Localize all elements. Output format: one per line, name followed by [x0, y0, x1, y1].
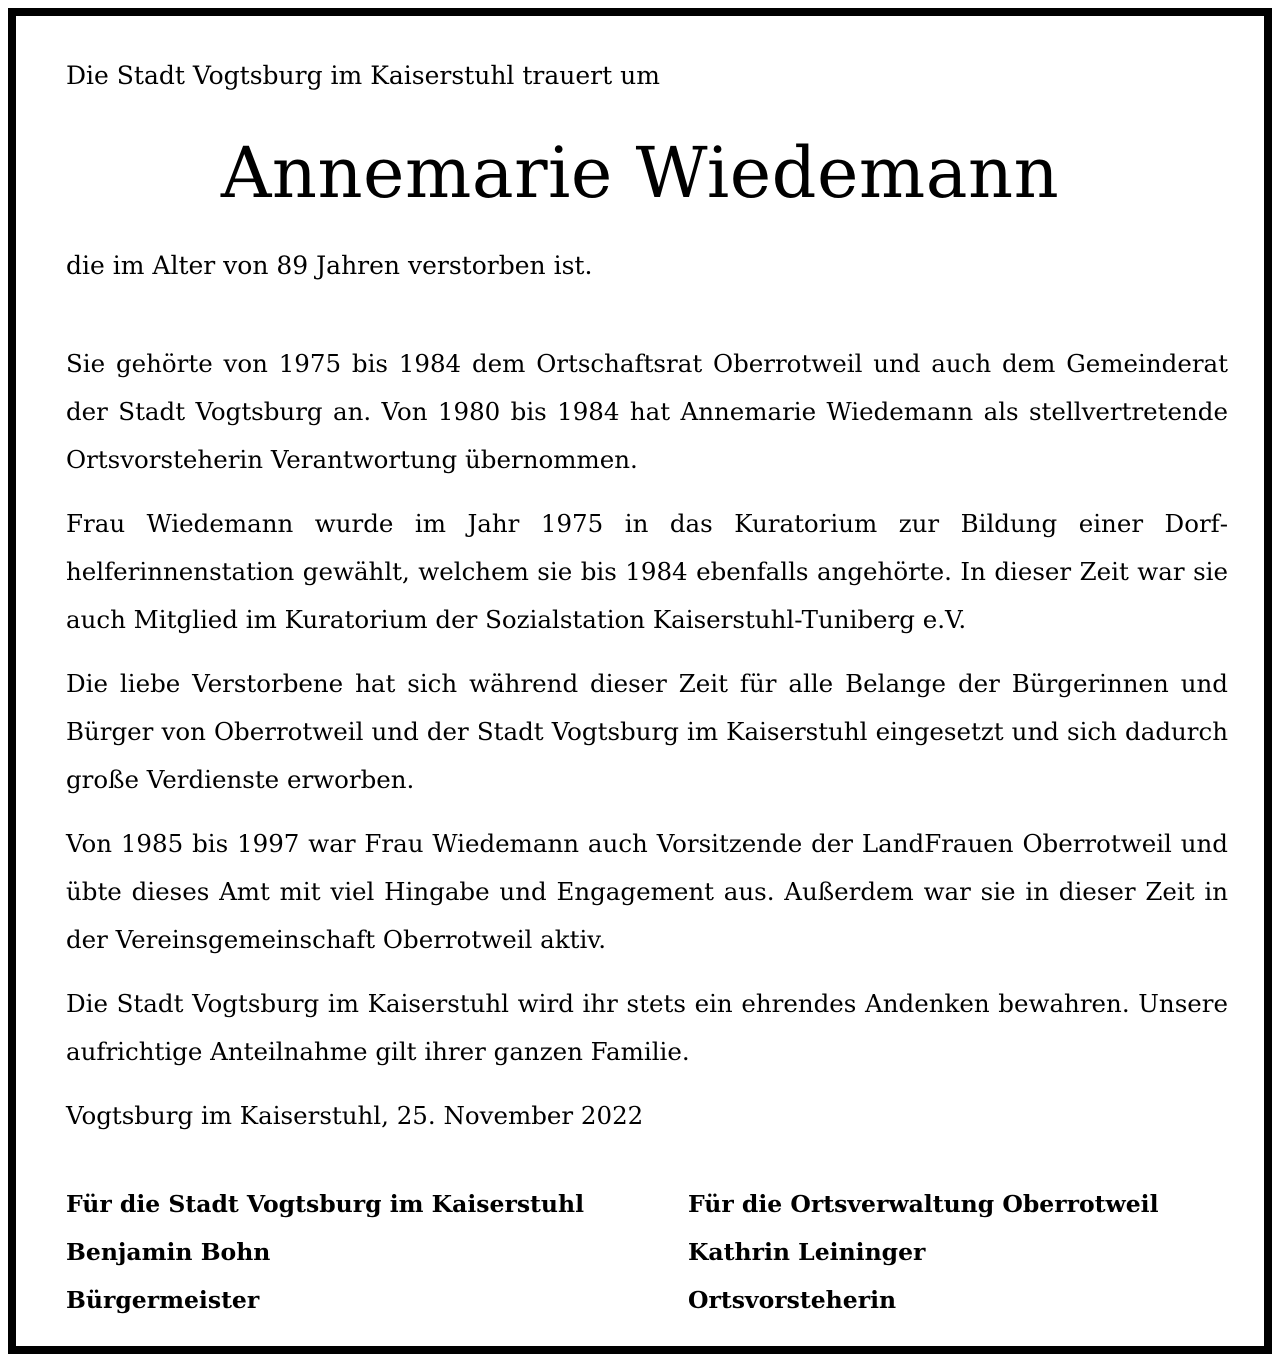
paragraph-merits: Die liebe Verstorbene hat sich während dieser Zeit für alle Belange der Bürgerinnen und Bürger von Oberrotweil und der Stadt Vogtsburg im Kaiserstuhl eingesetzt und sich dadurch große Verdienste erworben. [66, 669, 1228, 794]
signature-local-org: Für die Ortsverwaltung Oberrotweil [688, 1190, 1159, 1218]
signature-block [66, 1180, 1228, 1330]
obituary-notice [8, 8, 1272, 1354]
signature-city-org: Für die Stadt Vogtsburg im Kaiserstuhl [66, 1190, 585, 1218]
signature-city-person: Benjamin Bohn [66, 1238, 271, 1266]
paragraph-landfrauen: Von 1985 bis 1997 war Frau Wiedemann auch Vorsitzende der LandFrauen Oberrotweil und übte dieses Amt mit viel Hingabe und Engagement aus. Außerdem war sie in dieser Zeit in der Vereinsgemeinschaft Oberrotweil aktiv. [66, 829, 1228, 954]
signature-city [66, 1180, 584, 1324]
paragraph-kuratorium: Frau Wiedemann wurde im Jahr 1975 in das Kuratorium zur Bildung einer Dorfhelferinnenstation gewählt, welchem sie bis 1984 ebenfalls angehörte. In dieser Zeit war sie auch Mitglied im Kuratorium der Sozialstation Kaiserstuhl-Tuniberg e.V. [66, 509, 1228, 634]
paragraph-condolence: Die Stadt Vogtsburg im Kaiserstuhl wird ihr stets ein ehrendes Andenken bewahren. Unsere aufrichtige Anteilnahme gilt ihrer ganzen Familie. [66, 989, 1228, 1066]
intro-line: Die Stadt Vogtsburg im Kaiserstuhl trauert um [66, 61, 660, 90]
signature-local-role: Ortsvorsteherin [688, 1286, 897, 1314]
signature-local-person: Kathrin Leininger [688, 1238, 926, 1266]
place-date-line: Vogtsburg im Kaiserstuhl, 25. November 2022 [66, 1101, 644, 1130]
signature-local-admin [688, 1180, 1159, 1324]
notice-body [66, 340, 1228, 1140]
deceased-name: Annemarie Wiedemann [220, 132, 1060, 214]
age-line: die im Alter von 89 Jahren verstorben ist. [66, 251, 593, 280]
signature-city-role: Bürgermeister [66, 1286, 260, 1314]
paragraph-career: Sie gehörte von 1975 bis 1984 dem Ortschaftsrat Oberrotweil und auch dem Gemeinderat der Stadt Vogtsburg an. Von 1980 bis 1984 hat Annemarie Wiedemann als stellvertretende Ortsvorsteherin Verantwortung übernommen. [66, 349, 1228, 474]
